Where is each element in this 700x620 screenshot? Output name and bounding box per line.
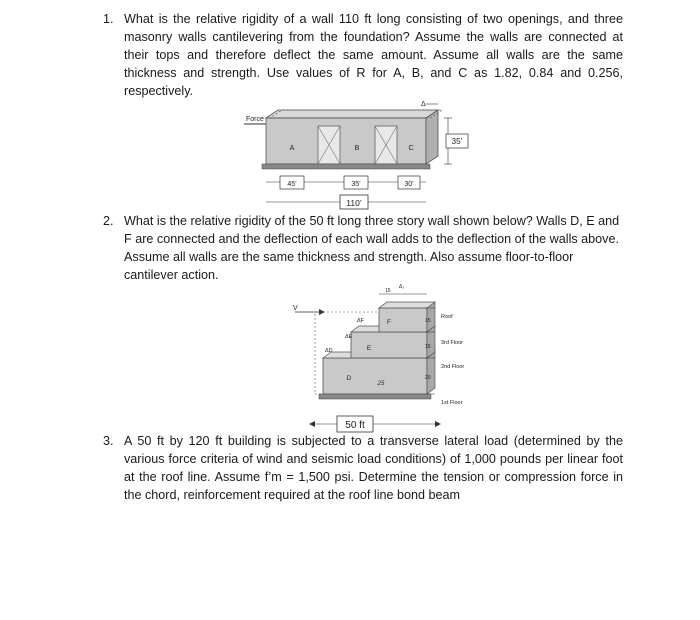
side-dim-2: 15 [425,344,431,350]
top-dim-1: 15 [385,288,391,294]
problem-1-text: What is the relative rigidity of a wall 110 ft long consisting of two openings, and three masonry walls cantilevering from the foundation? Assume the walls are connected at their tops and therefore deflect the same amount. Assume all walls are the same thickness and strength. Use values of R for A, B, and C as 1.82, 0.84 and 0.256, respectively. [124,12,623,98]
wall-b-label: B [354,145,360,152]
wall-d-label: D [346,375,352,382]
problem-2 [103,212,623,284]
wall-e-label: E [366,345,372,352]
delta-f-label: ΔF [357,318,365,324]
floor-label-2nd: 2nd Floor [441,364,465,370]
side-dim-1: 15 [425,318,431,324]
foundation [262,164,430,169]
delta-e-label: ΔE [345,334,353,340]
problem-3-number: 3. [103,434,114,448]
force-label: Force [246,116,264,123]
inner-dim-label: 25 [377,381,385,387]
problem-1 [103,10,623,100]
problem-2-number: 2. [103,214,114,228]
figure-1-wall-diagram [240,100,480,215]
problem-3 [103,432,623,504]
total-length-label-2: 50 ft [345,420,365,431]
floor-label-3rd: 3rd Floor [441,340,464,346]
foundation-2 [319,394,431,399]
problem-1-number: 1. [103,12,114,26]
wall-top-face [266,110,438,118]
top-dim-2: Δ₁ [399,284,405,290]
segment-c-label: 30’ [404,181,414,188]
wall-e [351,332,427,358]
wall-f-label: F [387,319,391,326]
wall-front-face [266,118,426,164]
problem-3-text: A 50 ft by 120 ft building is subjected to a transverse lateral load (determined by the various force criteria of wind and seismic load conditions) of 1,000 pounds per linear foot at the roof line. Assume f’m = 1,500 psi. Determine the tension or compression force in the chord, reinforcement required at the roof line bond beam [124,434,623,502]
problem-2-text: What is the relative rigidity of the 50 ft long three story wall shown below? Walls D, E and F are connected and the deflection of each wall adds to the deflection of the walls above. Assume all walls are the same thickness and strength. Also assume floor-to-floor cantilever action. [124,214,620,282]
v-label: V [293,305,298,312]
delta-label: Δ [421,101,426,108]
delta-d-label: ΔD [325,348,333,354]
figure-2-three-story-wall [285,282,470,434]
total-length-label: 110’ [346,198,362,208]
wall-d [323,358,427,394]
height-label: 35’ [451,137,463,146]
floor-label-roof: Roof [441,314,453,320]
segment-a-label: 45’ [287,181,297,188]
floor-label-1st: 1st Floor [441,400,463,406]
wall-c-label: C [408,145,414,152]
wall-a-label: A [289,145,295,152]
segment-b-label: 35’ [351,181,361,188]
side-dim-3: 20 [425,375,431,381]
